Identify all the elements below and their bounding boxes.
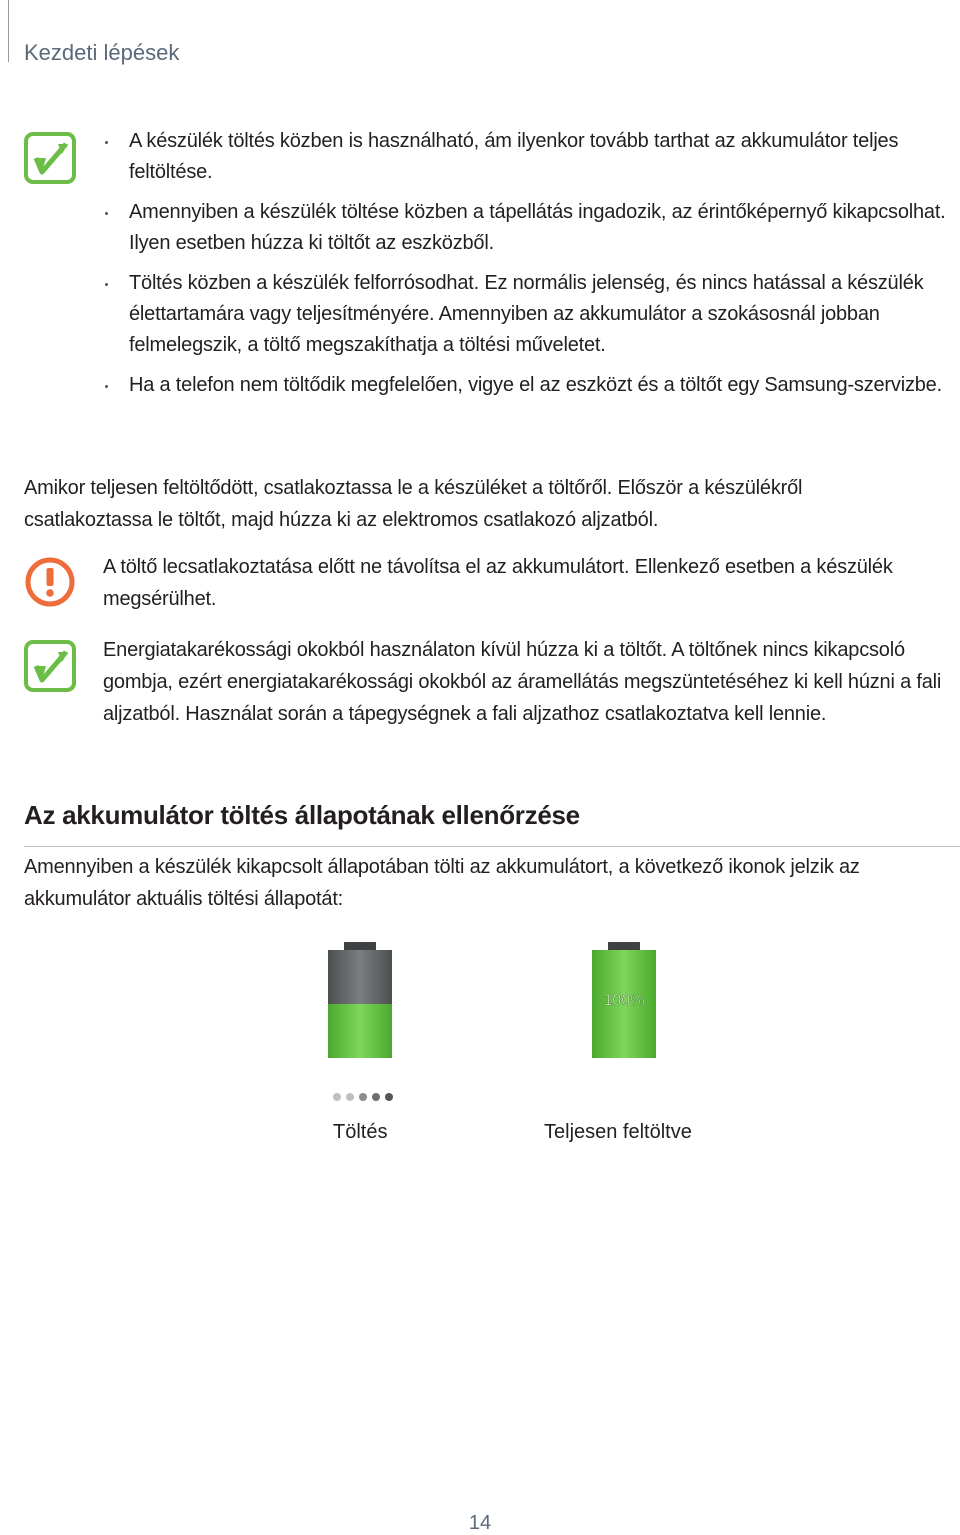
battery-full-icon <box>592 942 656 1058</box>
heading-divider <box>24 846 960 847</box>
section-heading: Az akkumulátor töltés állapotának ellenőrzése <box>24 800 580 830</box>
energy-saving-note: Energiatakarékossági okokból használaton kívül húzza ki a töltőt. A töltőnek nincs kikapcsoló gombja, ezért energiatakarékossági okokból az áramellátás megszüntetéséhez ki kell húzni a fali aljzatból. Használat során a tápegységnek a fali aljzathoz csatlakoztatva kell lennie. <box>103 639 942 725</box>
charging-notes-list <box>100 126 960 410</box>
pencil-note-icon <box>24 640 76 692</box>
battery-percent-label: 100% <box>603 992 645 1009</box>
exclamation-warning-icon <box>24 556 76 608</box>
list-item: Amennyiben a készülék töltése közben a tápellátás ingadozik, az érintőképernyő kikapcsolhat. Ilyen esetben húzza ki töltőt az eszközből. <box>100 197 960 259</box>
list-item: Ha a telefon nem töltődik megfelelően, vigye el az eszközt és a töltőt egy Samsung-szervizbe. <box>100 370 960 401</box>
warning-text: A töltő lecsatlakoztatása előtt ne távolítsa el az akkumulátort. Ellenkező esetben a készülék megsérülhet. <box>103 556 893 610</box>
pencil-note-icon <box>24 132 76 184</box>
battery-level-fill <box>328 1004 392 1058</box>
progress-dot <box>359 1093 367 1101</box>
list-item: Töltés közben a készülék felforrósodhat. Ez normális jelenség, és nincs hatással a készülék élettartamára vagy teljesítményére. Amennyiben az akkumulátor a szokásosnál jobban felmelegszik, a töltő megszakíthatja a töltési műveletet. <box>100 268 960 361</box>
progress-dot <box>333 1093 341 1101</box>
section-header: Kezdeti lépések <box>24 40 180 65</box>
progress-dot <box>372 1093 380 1101</box>
progress-dot <box>385 1093 393 1101</box>
section-intro: Amennyiben a készülék kikapcsolt állapotában tölti az akkumulátort, a következő ikonok jelzik az akkumulátor aktuális töltési állapotát: <box>24 856 860 910</box>
charging-progress-dots <box>333 1093 393 1101</box>
list-item: A készülék töltés közben is használható, ám ilyenkor tovább tarthat az akkumulátor teljes feltöltése. <box>100 126 960 188</box>
disconnect-paragraph: Amikor teljesen feltöltődött, csatlakoztassa le a készüléket a töltőről. Először a készülékről csatlakoztassa le töltőt, majd húzza ki az elektromos csatlakozó aljzatból. <box>24 477 803 531</box>
battery-caption-charging: Töltés <box>333 1121 388 1143</box>
battery-charging-icon <box>328 942 392 1058</box>
battery-caption-full: Teljesen feltöltve <box>544 1121 692 1143</box>
page-number: 14 <box>468 1512 492 1534</box>
progress-dot <box>346 1093 354 1101</box>
page-margin-line <box>8 0 9 62</box>
